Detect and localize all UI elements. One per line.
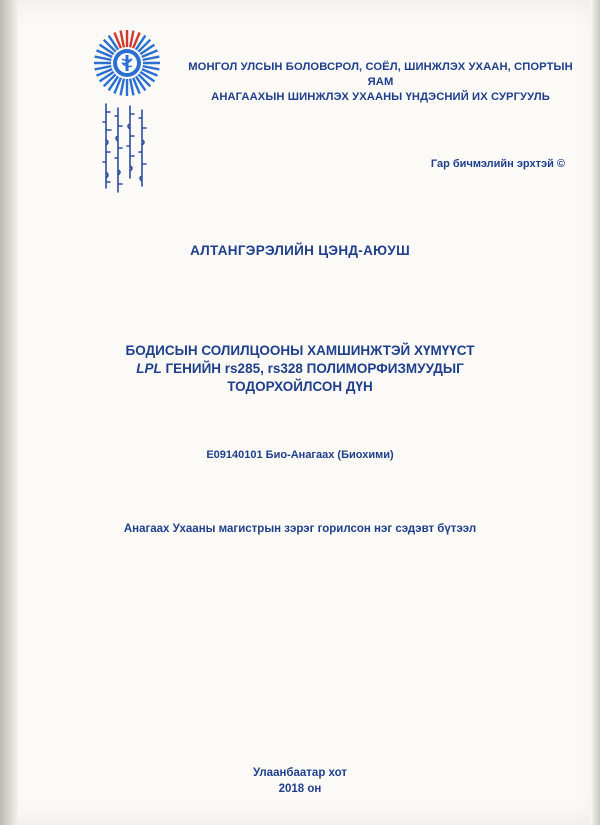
year: 2018 он <box>278 783 322 795</box>
logo-ray <box>143 57 160 60</box>
title-line-2 <box>60 360 540 378</box>
logo-ray <box>143 66 160 69</box>
logo-ray <box>95 66 112 69</box>
institution-header <box>178 60 583 105</box>
logo-ray <box>121 31 124 48</box>
city-name: Улаанбаатар хот <box>252 767 348 779</box>
page-edge <box>590 0 600 825</box>
title-line-3: ТОДОРХОЙЛСОН ДҮН <box>227 379 373 394</box>
ministry-name: МОНГОЛ УЛСЫН БОЛОВСРОЛ, СОЁЛ, ШИНЖЛЭХ УХААН, СПОРТЫН ЯАМ <box>188 61 573 88</box>
mongolian-script-icon <box>98 100 158 196</box>
university-sunburst-logo-icon <box>92 28 162 98</box>
program-code: E09140101 Био-Анагаах (Биохими) <box>206 449 394 461</box>
title-line-1: БОДИСЫН СОЛИЛЦООНЫ ХАМШИНЖТЭЙ ХҮМҮҮСТ <box>125 343 475 358</box>
author-name: АЛТАНГЭРЭЛИЙН ЦЭНД-АЮУШ <box>190 243 410 258</box>
logo-ray <box>130 79 133 96</box>
logo-ray <box>121 79 124 96</box>
thesis-title <box>60 342 540 396</box>
title-line-2-rest: ГЕНИЙН rs285, rs328 ПОЛИМОРФИЗМУУДЫГ <box>161 361 464 376</box>
degree-statement: Анагаах Ухааны магистрын зэрэг горилсон нэг сэдэвт бүтээл <box>123 523 477 535</box>
logo-ray <box>130 31 133 48</box>
logo-ray <box>95 57 112 60</box>
university-name: АНАГААХЫН ШИНЖЛЭХ УХААНЫ ҮНДЭСНИЙ ИХ СУРГУУЛЬ <box>211 91 550 103</box>
place-and-year <box>0 765 600 797</box>
gene-name: LPL <box>136 361 162 376</box>
binding-shadow <box>0 0 18 825</box>
copyright-note: Гар бичмэлийн эрхтэй © <box>430 158 565 170</box>
